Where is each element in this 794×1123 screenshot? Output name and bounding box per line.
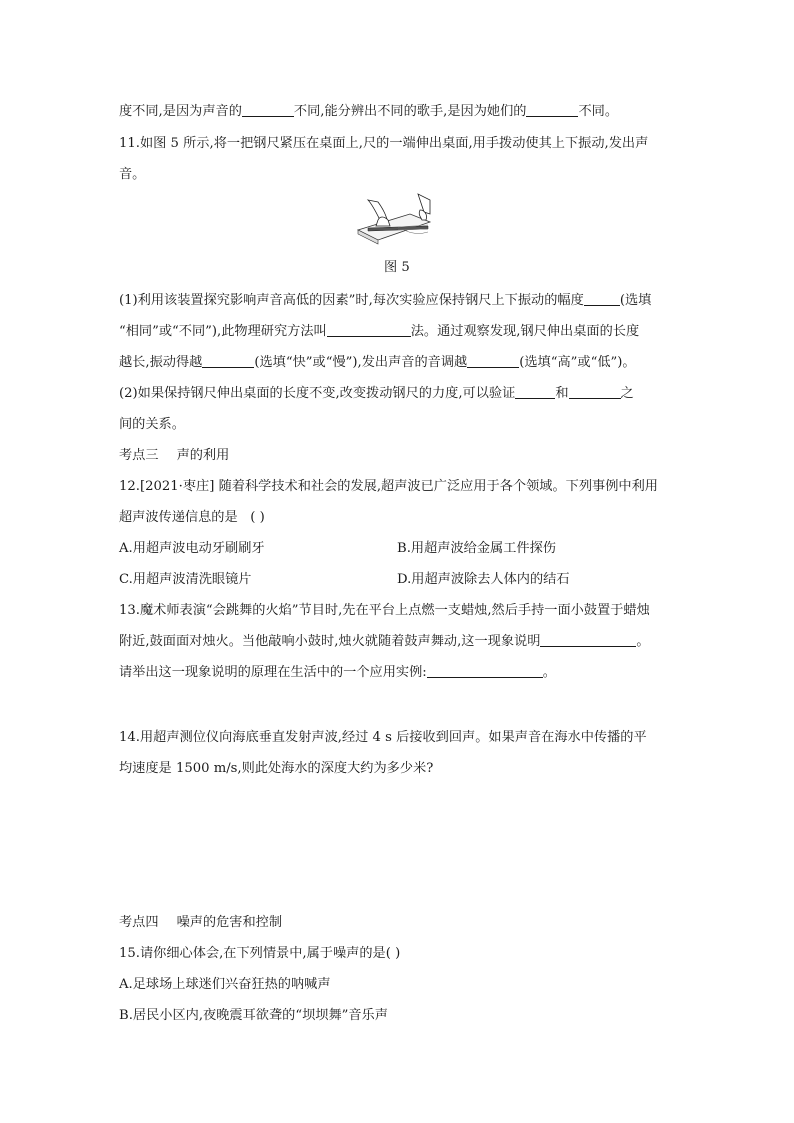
q11-blank-speed[interactable] bbox=[202, 353, 254, 368]
q11-stem-line-2: 音。 bbox=[119, 167, 146, 182]
q12-text: 超声波传递信息的是 bbox=[119, 510, 238, 525]
q10-text-3: 不同。 bbox=[578, 104, 619, 119]
q13-line-3 bbox=[119, 663, 556, 683]
q12-option-a[interactable]: A.用超声波电动牙刷刷牙 bbox=[119, 541, 265, 556]
q12-line-1: 12.[2021·枣庄] 随着科学技术和社会的发展,超声波已广泛应用于各个领域。下列事例中利用 bbox=[119, 479, 658, 494]
q10-tail-line bbox=[119, 102, 618, 122]
section-4-title: 噪声的危害和控制 bbox=[176, 915, 283, 930]
figure-5-ruler-on-table bbox=[354, 192, 432, 254]
q13-blank-example[interactable] bbox=[427, 663, 543, 678]
figure-5-caption: 图 5 bbox=[384, 260, 410, 275]
section-3-heading bbox=[119, 446, 229, 466]
q11-p1-text-b: (选填 bbox=[619, 293, 652, 308]
q10-blank-2[interactable] bbox=[526, 102, 578, 117]
q11-p2-text-c: 之 bbox=[620, 386, 634, 401]
q11-blank-method[interactable] bbox=[327, 322, 411, 337]
q13-blank-explains[interactable] bbox=[540, 632, 636, 647]
q11-p1-text-g: (选填“高”或“低”)。 bbox=[519, 355, 636, 370]
q11-part2-line-1 bbox=[119, 384, 634, 404]
q12-option-b[interactable]: B.用超声波给金属工件探伤 bbox=[397, 541, 556, 556]
q11-blank-pitch[interactable] bbox=[467, 353, 519, 368]
q13-line-1: 13.魔术师表演“会跳舞的火焰”节目时,先在平台上点燃一支蜡烛,然后手持一面小鼓置于蜡烛 bbox=[119, 603, 650, 618]
section-3-title: 声的利用 bbox=[176, 448, 230, 463]
section-4-heading bbox=[119, 913, 282, 933]
q12-line-2 bbox=[119, 508, 265, 528]
q15-text: 15.请你细心体会,在下列情景中,属于噪声的是 bbox=[119, 946, 386, 961]
q10-text-2: 不同,能分辨出不同的歌手,是因为她们的 bbox=[293, 104, 527, 119]
q13-text-d: 。 bbox=[542, 665, 556, 680]
q11-p1-text-e: 越长,振动得越 bbox=[119, 355, 203, 370]
q11-blank-verify-1[interactable] bbox=[515, 384, 555, 399]
q11-p1-text-f: (选填“快”或“慢”),发出声音的音调越 bbox=[254, 355, 468, 370]
q15-option-b[interactable]: B.居民小区内,夜晚震耳欲聋的“坝坝舞”音乐声 bbox=[119, 1008, 388, 1023]
q11-part1-line-1 bbox=[119, 291, 651, 311]
q14-line-2: 均速度是 1500 m/s,则此处海水的深度大约为多少米? bbox=[119, 761, 434, 776]
q15-answer-paren[interactable]: ( ) bbox=[385, 946, 401, 961]
section-4-label: 考点四 bbox=[119, 915, 159, 930]
q11-p1-text-a: (1)利用该装置探究影响声音高低的因素”时,每次实验应保持钢尺上下振动的幅度 bbox=[119, 293, 584, 308]
q13-text-a: 附近,鼓面面对烛火。当他敲响小鼓时,烛火就随着鼓声舞动,这一现象说明 bbox=[119, 634, 541, 649]
q11-blank-verify-2[interactable] bbox=[569, 384, 621, 399]
q13-text-b: 。 bbox=[636, 634, 650, 649]
q11-p1-text-d: 法。通过观察发现,钢尺伸出桌面的长度 bbox=[410, 324, 640, 339]
q10-text-1: 度不同,是因为声音的 bbox=[119, 104, 242, 119]
q12-option-c[interactable]: C.用超声波清洗眼镜片 bbox=[119, 572, 252, 587]
q12-option-d[interactable]: D.用超声波除去人体内的结石 bbox=[397, 572, 570, 587]
q15-option-a[interactable]: A.足球场上球迷们兴奋狂热的呐喊声 bbox=[119, 977, 331, 992]
q13-text-c: 请举出这一现象说明的原理在生活中的一个应用实例: bbox=[119, 665, 427, 680]
q11-p2-text-a: (2)如果保持钢尺伸出桌面的长度不变,改变拨动钢尺的力度,可以验证 bbox=[119, 386, 516, 401]
q14-line-1: 14.用超声测位仪向海底垂直发射声波,经过 4 s 后接收到回声。如果声音在海水中传播的平 bbox=[119, 730, 647, 745]
q15-line-1 bbox=[119, 944, 400, 964]
q11-p1-text-c: “相同”或“不同”),此物理研究方法叫 bbox=[119, 324, 327, 339]
section-3-label: 考点三 bbox=[119, 448, 159, 463]
q11-p2-text-b: 和 bbox=[555, 386, 569, 401]
q13-line-2 bbox=[119, 632, 650, 652]
q11-part1-line-3 bbox=[119, 353, 636, 373]
q11-blank-amplitude[interactable] bbox=[584, 291, 620, 306]
q10-blank-1[interactable] bbox=[242, 102, 294, 117]
q11-part2-line-2: 间的关系。 bbox=[119, 417, 185, 432]
q11-part1-line-2 bbox=[119, 322, 639, 342]
q12-answer-paren[interactable]: ( ) bbox=[250, 510, 265, 525]
q11-stem-line-1: 11.如图 5 所示,将一把钢尺紧压在桌面上,尺的一端伸出桌面,用手拨动使其上下振动,发出声 bbox=[119, 136, 649, 151]
